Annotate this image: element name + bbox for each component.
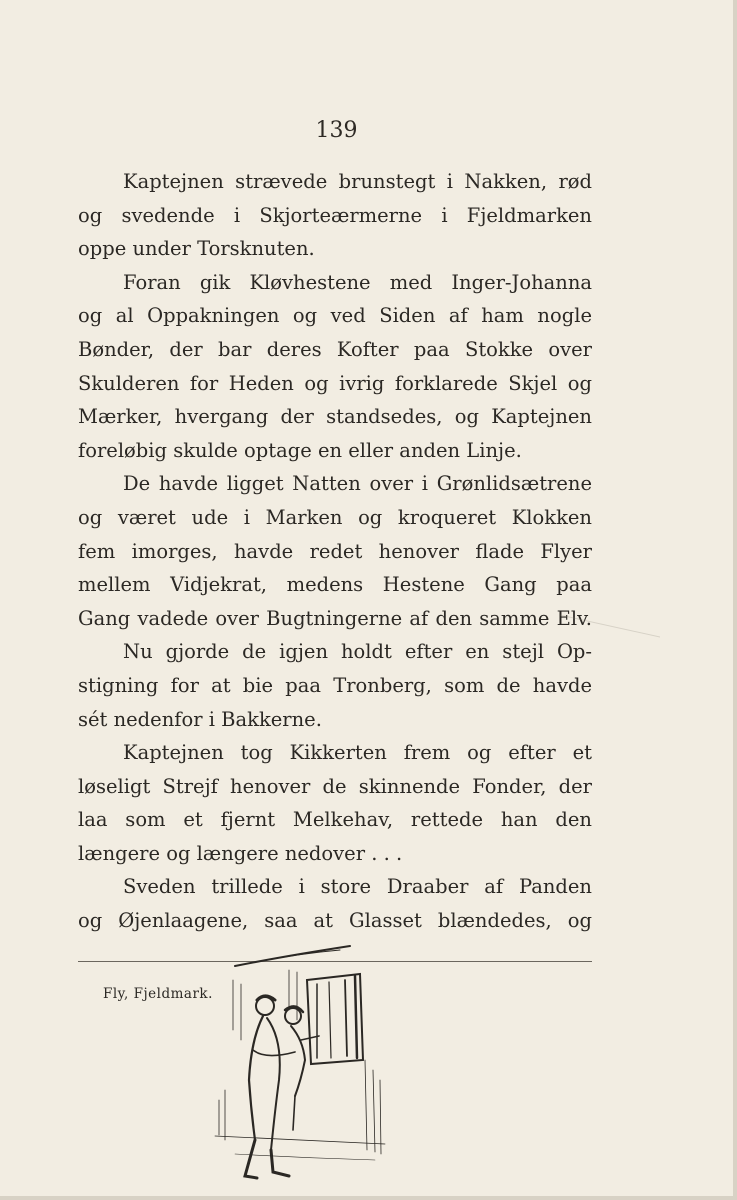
text-line: mellem Vidjekrat, medens Hestene Gang paa xyxy=(78,573,592,597)
text-line: Kaptejnen tog Kikkerten frem og efter et xyxy=(123,741,592,765)
text-line: Sveden trillede i store Draaber af Panden xyxy=(123,875,592,899)
illustration-caption: Fly, Fjeldmark. xyxy=(103,986,213,1002)
pen-sketch-illustration xyxy=(205,940,395,1190)
text-line: fem imorges, havde redet henover flade Flyer xyxy=(78,539,592,563)
paragraph-1 xyxy=(78,165,592,266)
text-line: Foran gik Kløvhestene med Inger-Johanna xyxy=(123,270,592,294)
paragraph-2 xyxy=(78,266,592,468)
text-line: løseligt Strejf henover de skinnende Fonder, der xyxy=(78,774,592,798)
paragraph-3 xyxy=(78,467,592,635)
text-line: Kaptejnen strævede brunstegt i Nakken, rød xyxy=(123,170,592,193)
text-line: Nu gjorde de igjen holdt efter en stejl Op- xyxy=(123,640,592,664)
text-line: og al Oppakningen og ved Siden af ham nogle xyxy=(78,304,592,328)
text-line: De havde ligget Natten over i Grønlidsætrene xyxy=(123,472,592,496)
body-text xyxy=(78,165,592,938)
text-line: oppe under Torsknuten. xyxy=(78,237,315,261)
text-line: Mærker, hvergang der standsedes, og Kaptejnen xyxy=(78,405,592,429)
text-line: laa som et fjernt Melkehav, rettede han den xyxy=(78,808,592,832)
text-line: og svedende i Skjorteærmerne i Fjeldmarken xyxy=(78,203,592,227)
paper-crease xyxy=(560,611,660,641)
paragraph-5 xyxy=(78,736,592,870)
text-line: Gang vadede over Bugtningerne af den samme Elv. xyxy=(78,606,592,630)
text-line: og været ude i Marken og kroqueret Klokken xyxy=(78,505,592,529)
text-line: stigning for at bie paa Tronberg, som de havde xyxy=(78,673,592,697)
text-line: og Øjenlaagene, saa at Glasset blændedes, og xyxy=(78,909,592,933)
text-line: foreløbig skulde optage en eller anden Linje. xyxy=(78,438,522,462)
text-line: Skulderen for Heden og ivrig forklarede Skjel og xyxy=(78,371,592,395)
text-line: længere og længere nedover . . . xyxy=(78,841,403,865)
paragraph-6 xyxy=(78,870,592,937)
page-number: 139 xyxy=(315,118,358,143)
paragraph-4 xyxy=(78,635,592,736)
text-line: Bønder, der bar deres Kofter paa Stokke over xyxy=(78,337,592,361)
text-line: sét nedenfor i Bakkerne. xyxy=(78,707,322,731)
